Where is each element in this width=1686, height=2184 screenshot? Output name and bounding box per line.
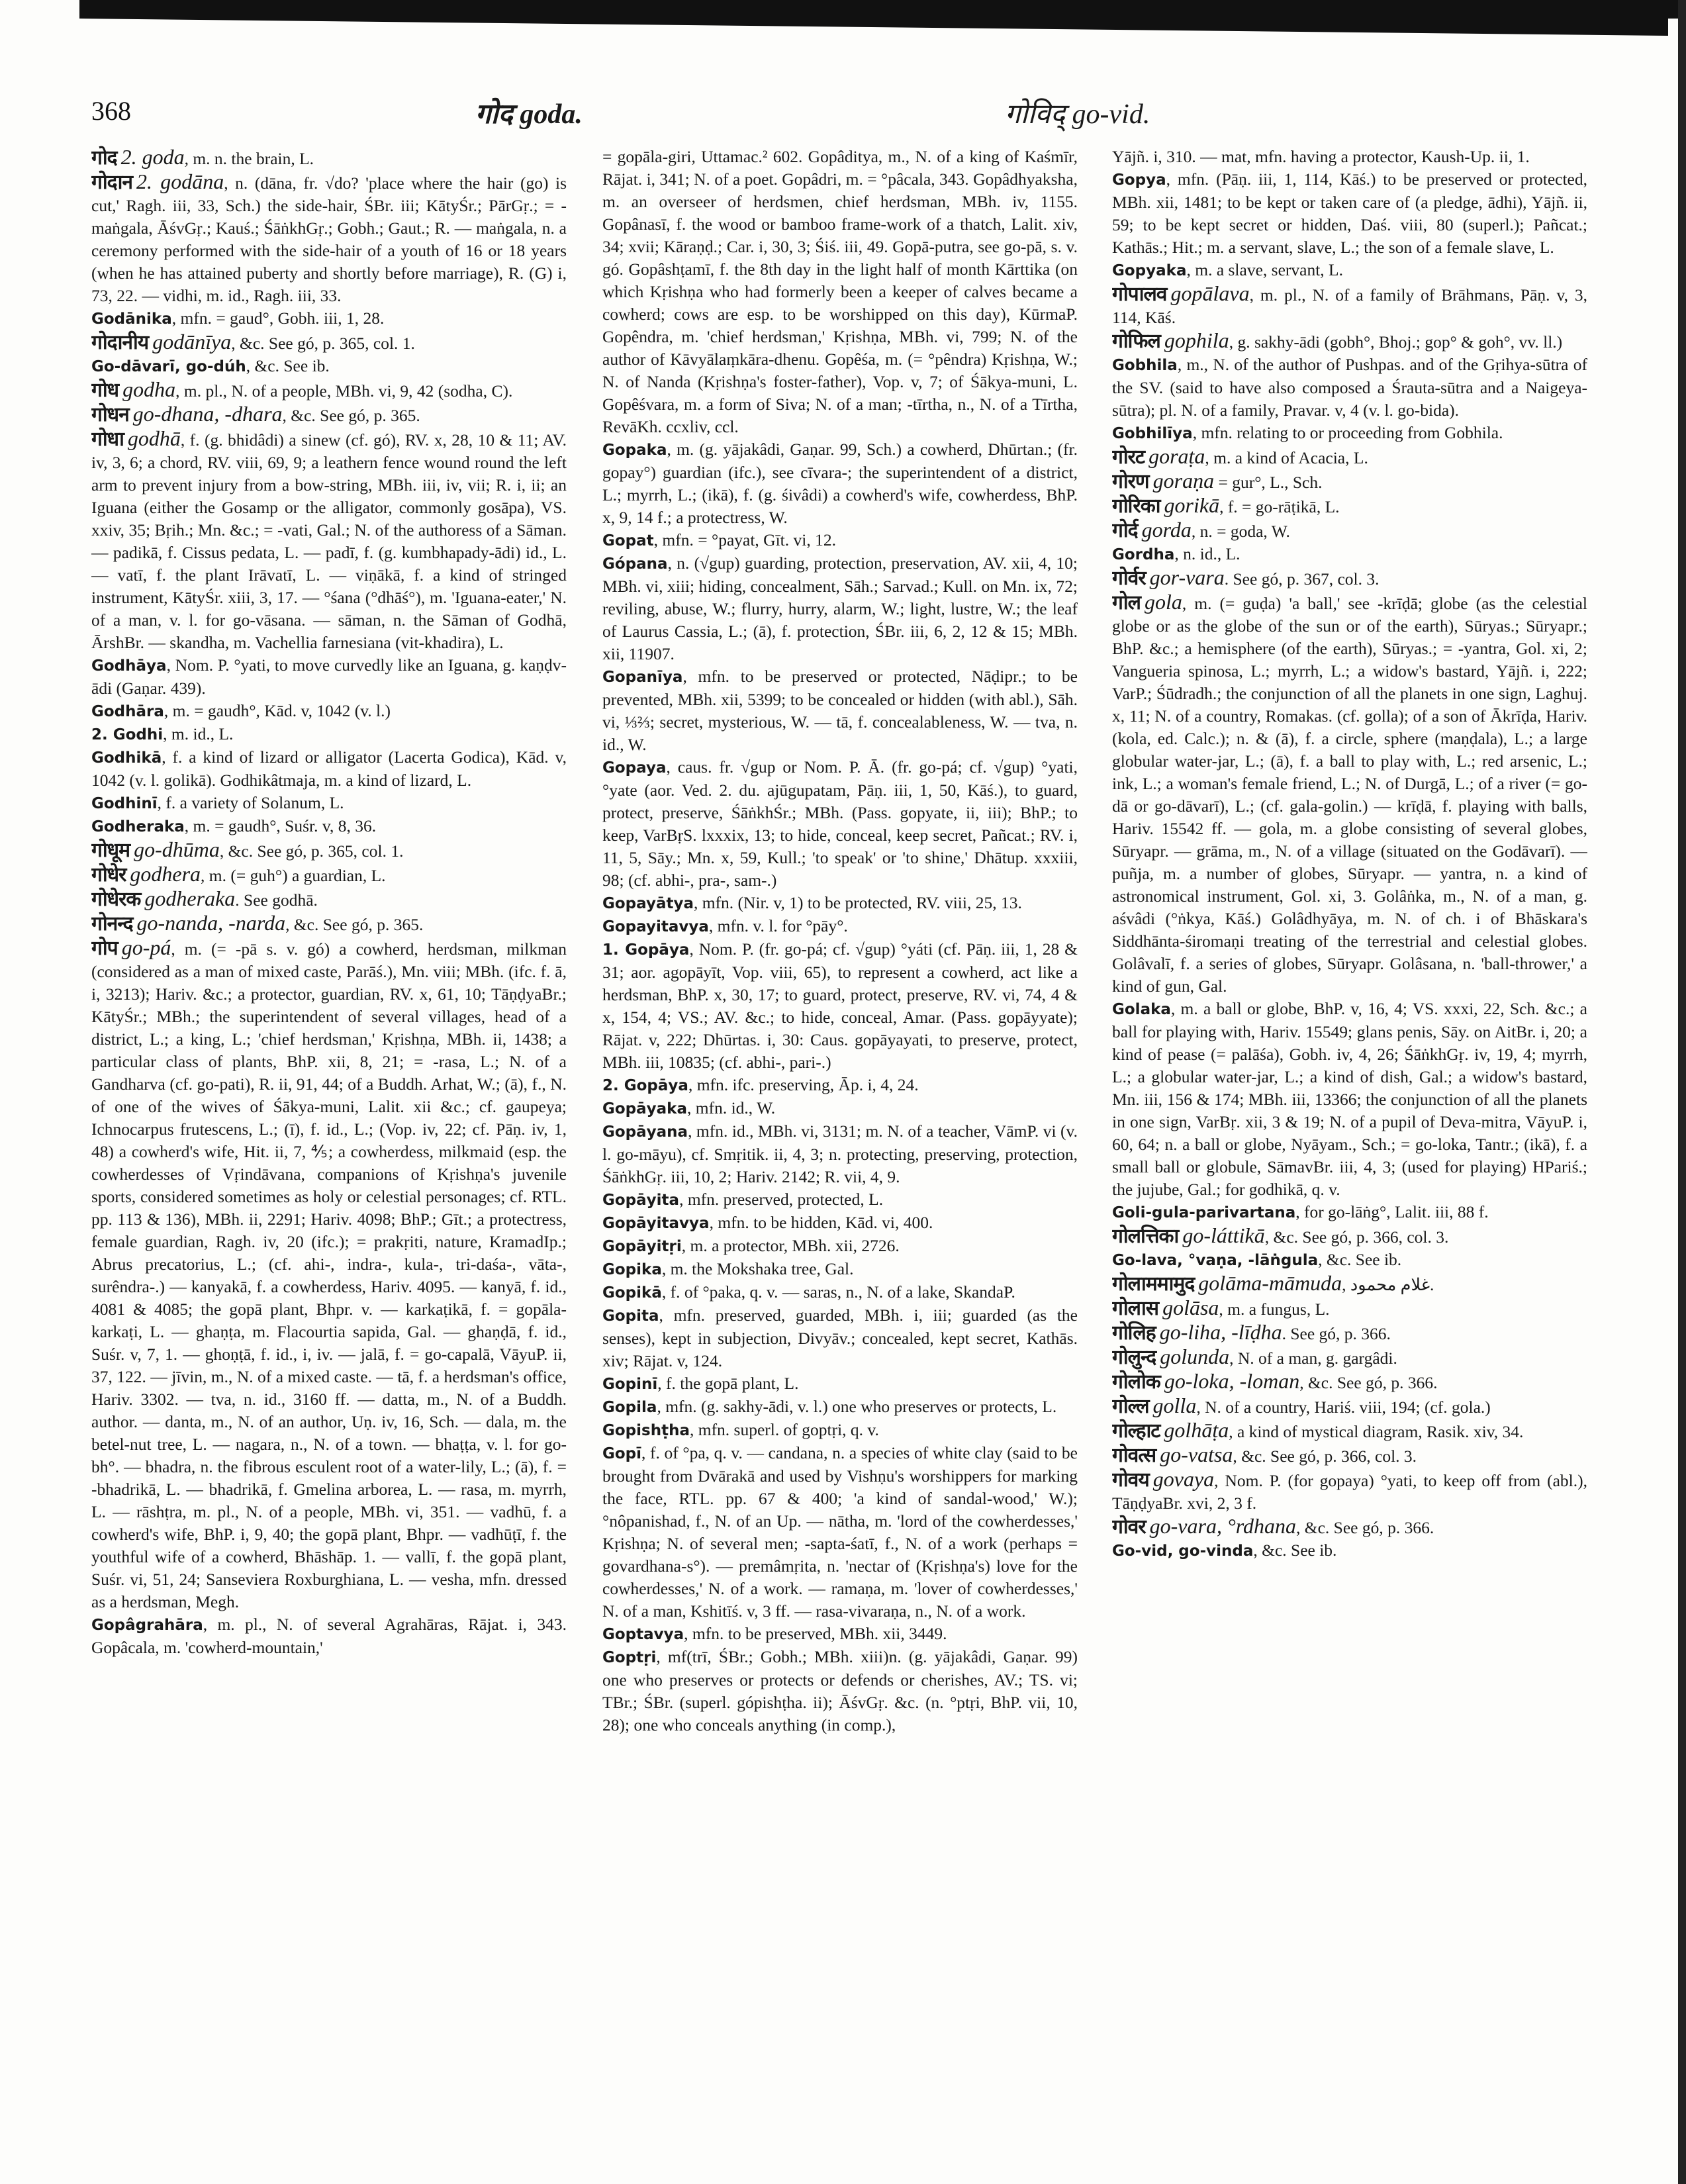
dictionary-entry xyxy=(91,936,567,1613)
dictionary-entry xyxy=(91,378,567,403)
bold-headword: Goptavya xyxy=(602,1626,684,1643)
entry-definition: , a kind of mystical diagram, Rasik. xiv, 34. xyxy=(1229,1422,1524,1441)
page-header xyxy=(91,93,1587,139)
bold-headword: Gopanīya xyxy=(602,669,683,686)
transliterated-headword: go-vara, °rdhana xyxy=(1149,1514,1296,1538)
entry-definition: , &c. See ib. xyxy=(1253,1541,1337,1560)
entry-definition: , m. = gaudh°, Suśr. v, 8, 36. xyxy=(184,816,377,835)
entry-definition: , &c. See gó, p. 366, col. 3. xyxy=(1233,1447,1417,1466)
transliterated-headword: godhā xyxy=(127,426,181,450)
bold-headword: Goli-gula-parivartana xyxy=(1112,1204,1296,1221)
devanagari-headword: गोफिल xyxy=(1112,330,1160,353)
dictionary-entry xyxy=(1112,329,1587,354)
dictionary-entry xyxy=(602,1074,1078,1097)
devanagari-headword: गोप xyxy=(91,937,118,960)
dictionary-entry xyxy=(1112,146,1587,168)
entry-definition: , Nom. P. (for gopaya) °yati, to keep off from (abl.), TāṇḍyaBr. xvi, 2, 3 f. xyxy=(1112,1471,1587,1513)
entry-definition: , m. the Mokshaka tree, Gal. xyxy=(661,1259,854,1278)
dictionary-entry xyxy=(602,146,1078,438)
dictionary-entry xyxy=(1112,1394,1587,1419)
entry-definition: , n. (√gup) guarding, protection, preservation, AV. xii, 4, 10; MBh. vi, xiii; hiding, concealment, Sāh.; Sarvad.; Kull. on Mn. ix, 72; reviling, abuse, W.; flurry, hurry, alarm, W.; light, lustre, W.; the leaf of Laurus Cassia, L.; (ā), f. protection, ŚBr. iii, 6, 2, 12 & 15; MBh. xii, 11907. xyxy=(602,553,1078,663)
entry-definition: , m. = gaudh°, Kād. v, 1042 (v. l.) xyxy=(164,701,391,720)
dictionary-entry xyxy=(602,1120,1078,1188)
devanagari-headword: गोरिका xyxy=(1112,495,1160,518)
dictionary-entry xyxy=(1112,1539,1587,1562)
entry-definition: = gur°, L., Sch. xyxy=(1214,473,1323,492)
dictionary-entry xyxy=(1112,445,1587,469)
transliterated-headword: gopālava xyxy=(1170,281,1250,305)
dictionary-entry xyxy=(602,892,1078,915)
entry-definition: , mfn. preserved, protected, L. xyxy=(679,1190,884,1209)
entry-definition: , m. pl., N. of a people, MBh. vi, 9, 42 (sodha, C). xyxy=(175,381,513,401)
dictionary-entry xyxy=(1112,1201,1587,1224)
dictionary-entry xyxy=(1112,282,1587,329)
text-columns xyxy=(91,146,1587,2158)
entry-definition: , m. n. the brain, L. xyxy=(184,149,314,168)
entry-definition: , Nom. P. (fr. go-pá; cf. √gup) °yáti (cf. Pāṇ. iii, 1, 28 & 31; aor. agopāyīt, Vop. viii, 65), to represent a cowherd, act like a herdsman, BhP. x, 30, 17; to guard, protect, preserve, RV. vi, 74, 4 & x, 154, 4; VS.; AV. &c.; to hide, conceal, Amar. (Pass. gopāyyate); Rājat. v, 222; Dhūrtas. i, 30: Caus. gopāyayati, to preserve, protect, MBh. iii, 10835; (cf. abhi-, pari-.) xyxy=(602,939,1078,1072)
dictionary-entry xyxy=(91,887,567,912)
transliterated-headword: godhera xyxy=(130,862,201,886)
dictionary-entry xyxy=(1112,1296,1587,1321)
entry-definition: , m. a kind of Acacia, L. xyxy=(1205,448,1368,467)
dictionary-entry xyxy=(1112,259,1587,282)
bold-headword: Gopinī xyxy=(602,1376,658,1393)
entry-definition: , &c. See ib. xyxy=(1318,1250,1402,1269)
dictionary-entry xyxy=(1112,168,1587,259)
dictionary-entry xyxy=(602,1211,1078,1235)
dictionary-entry xyxy=(1112,1370,1587,1394)
dictionary-entry xyxy=(1112,1321,1587,1345)
transliterated-headword: golāsa xyxy=(1162,1296,1219,1319)
dictionary-entry xyxy=(602,1646,1078,1736)
devanagari-headword: गोवय xyxy=(1112,1468,1149,1492)
dictionary-entry xyxy=(602,665,1078,756)
entry-definition: , m. a slave, servant, L. xyxy=(1186,260,1343,279)
dictionary-entry xyxy=(602,552,1078,665)
dictionary-entry xyxy=(1112,1443,1587,1468)
devanagari-headword: गोलाममामुद xyxy=(1112,1272,1195,1296)
devanagari-headword: गोल xyxy=(1112,591,1141,614)
entry-definition: , m. (= guḍa) 'a ball,' see -krīḍā; globe (as the celestial globe or as the globe of the sun or of the earth), Sūryas.; Sūryapr.; BhP. &c.; a hemisphere (of the earth), Sūryas.; = -yantra, Gol. xi, 2; Vangueria spinosa, L.; myrrh, L.; a widow's bastard, Yājñ. i, 222; VarP.; Śūdradh.; the conjunction of all the planets in one sign, Laghuj. x, 11; N. of a country, Romakas. (cf. golla); of a son of Ākrīḍa, Hariv. (kola, ed. Calc.); n. & (ā), f. a circle, sphere (maṇḍala), L.; a large globular water-jar, L.; (ā), f. a ball to play with, L.; red arsenic, L.; ink, L.; a woman's female friend, L.; N. of Durgā, L.; of a river (= go-dā or go-dāvarī), L.; (cf. gala-golin.) — krīḍā, f. playing with balls, Hariv. 15542 ff. — gola, m. a globe consisting of several globes, Sūryapr. — grāma, m., N. of a village (situated on the Godāvarī). — puñja, m. a number of globes, Sūryapr. — yantra, n. a kind of astronomical instrument, Gol. xi, 3. Golâṅka, m., N. of a man, g. aśvâdi (°ṅkya, Kāś.) Golâdhyāya, m. N. of ch. i of Bhāskara's Siddhānta-śiromaṇi treating of the terrestrial and celestial globes. Golâvalī, f. a series of globes, Sūryapr. Golâsana, n. 'ball-thrower,' a kind of gun, Gal. xyxy=(1112,594,1587,996)
page-number: 368 xyxy=(91,96,131,126)
dictionary-entry xyxy=(1112,422,1587,445)
column-3 xyxy=(1112,146,1587,2158)
transliterated-headword: gorikā xyxy=(1164,493,1220,517)
transliterated-headword: gorda xyxy=(1141,518,1192,542)
dictionary-entry xyxy=(602,1396,1078,1419)
entry-definition: , n. (dāna, fr. √do? 'place where the hair (go) is cut,' Ragh. iii, 33, Sch.) the side-hair, ŚBr. iii; KātyŚr.; PārGṛ.; = -maṅgala, ĀśvGṛ.; Kauś.; ŚāṅkhGṛ.; Gobh.; Gaut.; R. — maṅgala, n. a ceremony performed with the side-hair of a youth of 16 or 18 years (when he has attained puberty and shortly before marriage), R. (G) i, 73, 22. — vidhi, m. id., Ragh. iii, 33. xyxy=(91,173,567,305)
devanagari-headword: गोल्ल xyxy=(1112,1395,1149,1418)
entry-definition: , f. = go-rāṭikā, L. xyxy=(1219,497,1340,516)
bold-headword: Gopayitavya xyxy=(602,918,709,935)
dictionary-entry xyxy=(602,756,1078,892)
devanagari-headword: गोनन्द xyxy=(91,912,133,935)
transliterated-headword: godha xyxy=(122,377,176,401)
devanagari-headword: गोधा xyxy=(91,428,124,451)
dictionary-entry xyxy=(602,1235,1078,1258)
dictionary-entry xyxy=(1112,354,1587,422)
dictionary-entry xyxy=(602,1623,1078,1646)
bold-headword: Gobhilīya xyxy=(1112,425,1193,442)
transliterated-headword: go-pá xyxy=(121,935,171,959)
transliterated-headword: gor-vara xyxy=(1149,565,1225,589)
bold-headword: Godānika xyxy=(91,310,172,328)
dictionary-entry xyxy=(1112,1515,1587,1539)
entry-definition: , &c. See gó, p. 366. xyxy=(1299,1373,1438,1392)
devanagari-headword: गोल्हाट xyxy=(1112,1419,1160,1443)
devanagari-headword: गोर्द xyxy=(1112,519,1138,542)
dictionary-entry xyxy=(91,146,567,170)
bold-headword: Gopaya xyxy=(602,759,667,777)
bold-headword: Gopya xyxy=(1112,171,1166,189)
bold-headword: Go-vid, go-vinda xyxy=(1112,1543,1254,1560)
entry-definition: , mfn. (Pāṇ. iii, 1, 114, Kāś.) to be preserved or protected, MBh. xii, 1481; to be kept or taken care of (a pledge, ādhi), Yājñ. ii, 59; to be kept secret or hidden, Daś. viii, 80 (superl.); Pañcat.; Kathās.; Hit.; m. a servant, slave, L.; the son of a female slave, L. xyxy=(1112,169,1587,257)
devanagari-headword: गोद xyxy=(91,146,117,169)
bold-headword: Gopāyana xyxy=(602,1123,688,1141)
devanagari-headword: गोवत्स xyxy=(1112,1444,1156,1467)
bold-headword: Goptṛi xyxy=(602,1649,657,1666)
dictionary-entry xyxy=(91,746,567,792)
devanagari-headword: गोलुन्द xyxy=(1112,1346,1156,1369)
devanagari-headword: गोधूम xyxy=(91,839,130,862)
entry-definition: , &c. See gó, p. 365. xyxy=(285,915,424,934)
entry-definition: , mfn. v. l. for °pāy°. xyxy=(708,916,848,935)
transliterated-headword: golāma-māmuda xyxy=(1198,1271,1342,1295)
entry-definition: , m. a fungus, L. xyxy=(1219,1300,1330,1319)
entry-definition: , غلام محمود. xyxy=(1342,1275,1434,1294)
bold-headword: 1. Gopāya xyxy=(602,941,690,959)
dictionary-entry xyxy=(602,1372,1078,1396)
transliterated-headword: golla xyxy=(1152,1394,1197,1417)
devanagari-headword: गोधन xyxy=(91,403,129,426)
entry-definition: , m. pl., N. of a family of Brāhmans, Pāṇ. v, 3, 114, Kāś. xyxy=(1112,285,1587,327)
bold-headword: Godhinī xyxy=(91,795,158,812)
entry-definition: , &c. See gó, p. 365. xyxy=(282,406,420,425)
bold-headword: Gobhila xyxy=(1112,357,1178,374)
dictionary-entry xyxy=(602,1258,1078,1281)
bold-headword: Gopâgrahāra xyxy=(91,1617,203,1634)
entry-definition: , f. of °pa, q. v. — candana, n. a species of white clay (said to be brought from Dvārakā and used by Vishṇu's worshippers for marking the face, RTL. pp. 67 & 400; 'a kind of sandal-wood,' W.); °nôpanishad, f., N. of an Up. — nātha, m. 'lord of the cowherdesses,' Kṛishṇa; N. of several men; -sapta-śatī, f., N. of a work (perhaps = govardhana-s°). — premâmṛita, n. 'nectar of (Kṛishṇa's) love for the cowherdesses,' N. of a work. — ramaṇa, m. 'lover of cowherdesses,' N. of a man, Kshitīś. v, 3 ff. — rasa-vivaraṇa, n., N. of a work. xyxy=(602,1443,1078,1621)
dictionary-entry xyxy=(602,438,1078,529)
dictionary-entry xyxy=(602,1281,1078,1304)
devanagari-headword: गोध xyxy=(91,379,119,402)
entry-definition: , m. (= -pā s. v. gó) a cowherd, herdsman, milkman (considered as a man of mixed caste, Parāś.), Mn. viii; MBh. (ifc. f. ā, i, 3213); Hariv. &c.; a protector, guardian, RV. x, 61, 10; TāṇḍyaBr.; KātyŚr.; MBh.; the superintendent of several villages, head of a district, L.; a king, L.; 'chief herdsman,' Kṛishṇa, MBh. ii, 1438; a particular class of plants, BhP. xii, 8, 21; = -rasa, L.; N. of a Gandharva (cf. go-pati), R. ii, 91, 44; of a Buddh. Arhat, W.; (ā), f., N. of one of the wives of Śākya-muni, Lalit. xii &c.; cf. gaupeya; Ichnocarpus frutescens, L.; (ī), f. id., L.; (Vop. iv, 22; cf. Pāṇ. iv, 1, 48) a cowherd's wife, Hit. ii, 7, ⅘; a cowherdess, milkmaid (esp. the cowherdesses of Vṛindāvana, companions of Kṛishṇa's juvenile sports, considered sometimes as holy or celestial personages; cf. RTL. pp. 113 & 136), MBh. ii, 2291; Hariv. 4098; BhP.; Gīt.; a protectress, female guardian, Ragh. iv, 20 (ifc.); = prakṛiti, nature, KramadIp.; Abrus precatorius, L.; (cf. ahi-, indra-, kula-, tri-daśa-, vāta-, surêndra-.) — kanyakā, f. a cowherdess, Hariv. 4095. — kanyā, f. id., 4081 & 4085; the gopā plant, Bhpr. v. — karkaṭikā, f. = gopāla-karkaṭi, L. — ghaṇṭa, m. Flacourtia sapida, Gal. — ghaṇḍā, f. id., Suśr. v, 7, 1. — ghoṇṭā, f. id., i, iv. — jalā, f. = go-capalā, VāyuP. ii, 37, 122. — jīvin, m., N. of a mixed caste. — tā, f. a herdsman's office, Hariv. 3302. — tva, n. id., 3160 ff. — datta, m., N. of a Buddh. author. — danta, m., N. of an author, Uṇ. iv, 16, Sch. — dala, m. the betel-nut tree, L. — nagara, n., N. of a town. — bhaṭṭa, v. l. for go-bh°. — bhadra, n. the fibrous esculent root of a water-lily, L.; (ā), f. = -bhadrikā, L. — bhadrikā, f. Gmelina arborea, L. — rasa, m. myrrh, L. — rāshṭra, m. pl., N. of a people, MBh. vi, 351. — vadhū, f. a cowherd's wife, BhP. i, 9, 40; the gopā plant, Bhpr. — vadhūṭī, f. the youthful wife of a cowherd, Bhāshāp. 1. — vallī, f. the gopā plant, Suśr. vi, 51, 24; Sanseviera Roxburghiana, L. — vesha, mfn. dressed as a herdsman, Megh. xyxy=(91,939,567,1611)
dictionary-entry xyxy=(91,654,567,700)
bold-headword: Gopāyaka xyxy=(602,1100,687,1117)
entry-definition: , m. pl., N. of several Agrahāras, Rājat. i, 343. Gopâcala, m. 'cowherd-mountain,' xyxy=(91,1615,567,1657)
devanagari-headword: गोरट xyxy=(1112,446,1145,469)
entry-definition: , caus. fr. √gup or Nom. P. Ā. (fr. go-pá; cf. √gup) °yati, °yate (aor. Ved. 2. du. ajūgupatam, Pāṇ. iii, 1, 50, Kāś.), to guard, protect, preserve, ŚāṅkhŚr.; MBh. (Pass. gopyate, ii, iii); BhP.; to keep, VarBṛS. lxxxix, 13; to hide, conceal, keep secret, Pañcat.; RV. i, 11, 5, Sāy.; Mn. x, 59, Kull.; 'to speak' or 'to shine,' Dhātup. xxxiii, 98; (cf. abhi-, pra-, sam-.) xyxy=(602,757,1078,890)
dictionary-entry xyxy=(1112,566,1587,591)
entry-definition: , &c. See gó, p. 366, col. 3. xyxy=(1264,1227,1449,1247)
entry-definition: , mfn. = gaud°, Gobh. iii, 1, 28. xyxy=(171,309,385,328)
bold-headword: 2. Gopāya xyxy=(602,1077,688,1094)
dictionary-entry xyxy=(91,355,567,378)
bold-headword: Gopaka xyxy=(602,442,667,459)
transliterated-headword: 2. goda xyxy=(120,146,185,169)
transliterated-headword: govaya xyxy=(1152,1467,1215,1491)
entry-definition: , &c. See gó, p. 365, col. 1. xyxy=(219,841,404,861)
entry-definition: , mfn. superl. of goptṛi, q. v. xyxy=(689,1420,879,1439)
transliterated-headword: go-láttikā xyxy=(1182,1223,1265,1247)
dictionary-entry xyxy=(602,1097,1078,1120)
dictionary-entry xyxy=(1112,469,1587,494)
devanagari-headword: गोपालव xyxy=(1112,283,1167,306)
dictionary-entry xyxy=(602,915,1078,938)
dictionary-entry xyxy=(91,427,567,654)
transliterated-headword: goraṭa xyxy=(1148,444,1205,468)
entry-definition: , f. the gopā plant, L. xyxy=(657,1374,799,1393)
bold-headword: Golaka xyxy=(1112,1001,1171,1018)
entry-definition: , mfn. to be preserved or protected, Nāḍipr.; to be prevented, MBh. xii, 5399; to be concealed or hidden (with abl.), Sāh. vi, ⅓⅔; secret, mysterious, W. — tā, f. concealableness, W. — tva, n. id., W. xyxy=(602,667,1078,754)
transliterated-headword: 2. godāna xyxy=(136,169,224,193)
devanagari-headword: गोरण xyxy=(1112,470,1149,493)
running-head-left: गोद goda. xyxy=(475,99,583,130)
devanagari-headword: गोलत्तिका xyxy=(1112,1225,1179,1248)
dictionary-entry xyxy=(1112,591,1587,998)
bold-headword: Gopāyitavya xyxy=(602,1215,710,1232)
devanagari-headword: गोधेरक xyxy=(91,888,141,911)
transliterated-headword: golunda xyxy=(1160,1345,1230,1368)
devanagari-headword: गोलोक xyxy=(1112,1370,1160,1394)
devanagari-headword: गोदानीय xyxy=(91,331,149,354)
entry-definition: , mfn. ifc. preserving, Āp. i, 4, 24. xyxy=(688,1075,919,1094)
entry-definition: , m. id., L. xyxy=(163,724,234,743)
entry-definition: , m. (g. yājakâdi, Gaṇar. 99, Sch.) a cowherd, Dhūrtan.; (fr. gopay°) guardian (ifc.), see cīvara-; the superintendent of a district, L.; myrrh, L.; (ikā), f. (g. śivâdi) a cowherd's wife, cowherdess, BhP. x, 9, 14 f.; a protectress, W. xyxy=(602,440,1078,527)
bold-headword: Gopāyita xyxy=(602,1192,680,1209)
devanagari-headword: गोलिह xyxy=(1112,1321,1156,1345)
dictionary-entry xyxy=(602,1304,1078,1372)
dictionary-entry xyxy=(91,403,567,427)
dictionary-entry xyxy=(91,723,567,746)
dictionary-entry xyxy=(91,863,567,887)
entry-definition: = gopāla-giri, Uttamac.² 602. Gopâditya, m., N. of a king of Kaśmīr, Rājat. i, 341; N. of a poet. Gopâdri, m. = °pâcala, 343. Gopâdhyaksha, m. an overseer of herdsmen, chief herdsman, MBh. iv, 1155. Gopânasī, f. the wood or bamboo frame-work of a thatch, Lalit. xiv, 34; xvii; Kāraṇḍ.; Car. i, 30, 3; Śiś. iii, 49. Gopā-putra, see go-pā, s. v. gó. Gopâshṭamī, f. the 8th day in the light half of month Kārttika (on which Kṛishṇa who had formerly been a keeper of calves became a cowherd; cows are esp. to be worshipped on this day), KūrmaP. Gopêndra, m. 'chief herdsman,' Kṛishṇa, MBh. vi, 799; N. of the author of Kāvyālaṃkāra-dhenu. Gopêśa, m. (= °pêndra) Kṛishṇa, W.; N. of Nanda (Kṛishṇa's foster-father), Vop. v, 7; of Śākya-muni, L. Gopêśvara, m. a form of Siva; N. of a man; -tīrtha, n., N. of a Tīrtha, RevāKh. ccxliv, ccl. xyxy=(602,147,1078,436)
entry-definition: , &c. See ib. xyxy=(246,356,330,375)
dictionary-entry xyxy=(1112,1468,1587,1515)
transliterated-headword: goraṇa xyxy=(1152,469,1215,493)
entry-definition: , m. a ball or globe, BhP. v, 16, 4; VS. xxxi, 22, Sch. &c.; a ball for playing with, Hariv. 15549; glans penis, Sāy. on AitBr. i, 20; a kind of pease (= palāśa), Gobh. iv, 4, 26; ŚāṅkhGṛ. iv, 19, 4; myrrh, L.; a globular water-jar, L.; a kind of dish, Gal.; a widow's bastard, Mn. iii, 156 & 174; MBh. iii, 13366; the conjunction of all the planets in one sign, VarBṛ. xii, 3 & 19; N. of a pupil of Deva-mitra, VāyuP. i, 60, 64; n. a ball or globe, Nyāyam., Sch.; = go-loka, Tantr.; (ikā), f. a small ball or globule, SāmavBr. iii, 4, 3; (used for playing) HPariś.; the jujube, Gal.; for godhikā, q. v. xyxy=(1112,999,1587,1199)
entry-definition: , mfn. relating to or proceeding from Gobhila. xyxy=(1192,423,1503,442)
dictionary-entry xyxy=(1112,1345,1587,1370)
bold-headword: Godhāra xyxy=(91,703,164,720)
entry-definition: . See godhā. xyxy=(235,890,318,910)
scan-top-edge-shadow xyxy=(79,19,1668,36)
dictionary-entry xyxy=(91,838,567,863)
transliterated-headword: godheraka xyxy=(144,886,236,910)
transliterated-headword: godānīya xyxy=(152,330,232,354)
transliterated-headword: gophila xyxy=(1164,328,1229,352)
dictionary-entry xyxy=(1112,998,1587,1201)
entry-definition: , &c. See gó, p. 365, col. 1. xyxy=(231,334,415,353)
transliterated-headword: go-dhana, -dhara xyxy=(132,402,283,426)
running-head-right: गोविद् go-vid. xyxy=(1005,99,1150,130)
dictionary-entry xyxy=(91,792,567,815)
entry-definition: , mfn. preserved, guarded, MBh. i, iii; guarded (as the senses), kept in subjection, Divyāv.; concealed, kept secret, Kathās. xiv; Rājat. v, 124. xyxy=(602,1306,1078,1370)
devanagari-headword: गोदान xyxy=(91,171,133,194)
column-1 xyxy=(91,146,567,2158)
bold-headword: Gopika xyxy=(602,1261,662,1278)
dictionary-entry xyxy=(1112,1249,1587,1272)
bold-headword: Gópana xyxy=(602,555,668,573)
entry-definition: , m. a protector, MBh. xii, 2726. xyxy=(681,1236,900,1255)
devanagari-headword: गोवर xyxy=(1112,1515,1146,1539)
entry-definition: , m. (= guh°) a guardian, L. xyxy=(201,866,386,885)
devanagari-headword: गोर्वर xyxy=(1112,567,1146,590)
dictionary-entry xyxy=(91,700,567,723)
entry-definition: , for go-lāṅg°, Lalit. iii, 88 f. xyxy=(1295,1202,1489,1221)
transliterated-headword: golhāṭa xyxy=(1164,1418,1229,1442)
entry-definition: , f. a kind of lizard or alligator (Lacerta Godica), Kād. v, 1042 (v. l. golikā). Godhikâtmaja, m. a kind of lizard, L. xyxy=(91,747,567,790)
entry-definition: , mfn. (g. sakhy-ādi, v. l.) one who preserves or protects, L. xyxy=(657,1397,1057,1416)
transliterated-headword: gola xyxy=(1145,590,1182,614)
bold-headword: Gopat xyxy=(602,532,654,549)
bold-headword: Godheraka xyxy=(91,818,185,835)
dictionary-entry xyxy=(91,1613,567,1659)
entry-definition: , m., N. of the author of Pushpas. and of the Gṛihya-sūtra of the SV. (said to have also composed a Śrauta-sūtra and a Naigeya-sūtra); pl. N. of a family, Pravar. v, 4 (v. l. go-bida). xyxy=(1112,355,1587,420)
entry-definition: , mfn. id., W. xyxy=(687,1098,776,1117)
dictionary-entry xyxy=(91,307,567,330)
column-2 xyxy=(602,146,1078,2158)
dictionary-entry xyxy=(602,938,1078,1074)
bold-headword: Godhikā xyxy=(91,749,162,767)
bold-headword: Gopila xyxy=(602,1399,657,1416)
entry-definition: . See gó, p. 367, col. 3. xyxy=(1224,569,1380,589)
entry-definition: , &c. See gó, p. 366. xyxy=(1296,1518,1434,1537)
scan-right-edge xyxy=(1678,0,1686,2184)
entry-definition: , mf(trī, ŚBr.; Gobh.; MBh. xiii)n. (g. yājakâdi, Gaṇar. 99) one who preserves or protects or defends or cherishes, AV.; TS. vi; TBr.; ŚBr. (superl. gópishṭha. ii); ĀśvGṛ. &c. (n. °ptṛi, BhP. vii, 10, 28); one who conceals anything (in comp.), xyxy=(602,1647,1078,1734)
devanagari-headword: गोधेर xyxy=(91,863,126,886)
transliterated-headword: go-nanda, -narda xyxy=(136,911,286,935)
transliterated-headword: go-liha, -līḍha xyxy=(1159,1320,1282,1344)
entry-definition: , n. id., L. xyxy=(1174,544,1241,563)
dictionary-entry xyxy=(602,1419,1078,1442)
devanagari-headword: गोलास xyxy=(1112,1297,1159,1320)
dictionary-entry xyxy=(1112,518,1587,543)
entry-definition: Yājñ. i, 310. — mat, mfn. having a protector, Kaush-Up. ii, 1. xyxy=(1112,147,1530,166)
entry-definition: , f. of °paka, q. v. — saras, n., N. of a lake, SkandaP. xyxy=(661,1282,1015,1302)
entry-definition: , N. of a man, g. gargâdi. xyxy=(1229,1349,1397,1368)
entry-definition: , Nom. P. °yati, to move curvedly like an Iguana, g. kaṇḍv-ādi (Gaṇar. 439). xyxy=(91,655,567,698)
entry-definition: , mfn. to be hidden, Kād. vi, 400. xyxy=(709,1213,933,1232)
dictionary-entry xyxy=(91,912,567,936)
bold-headword: Gopita xyxy=(602,1307,659,1325)
bold-headword: Gopayātya xyxy=(602,895,694,912)
transliterated-headword: go-dhūma xyxy=(134,837,220,861)
bold-headword: Gopishṭha xyxy=(602,1422,690,1439)
dictionary-entry xyxy=(1112,1224,1587,1249)
transliterated-headword: go-loka, -loman xyxy=(1164,1369,1300,1393)
entry-definition: , g. sakhy-ādi (gobh°, Bhoj.; gop° & goh°, vv. ll.) xyxy=(1229,332,1563,352)
dictionary-entry xyxy=(91,330,567,355)
bold-headword: Go-dāvarī, go-dúh xyxy=(91,358,246,375)
entry-definition: , f. (g. bhidâdi) a sinew (cf. gó), RV. x, 28, 10 & 11; AV. iv, 3, 6; a chord, RV. viii, 69, 9; a leathern fence wound round the left arm to prevent injury from a bow-string, MBh. iii, iv, vii; R. i, ii; an Iguana (either the Gosamp or the alligator, commonly gosāpa), VS. xxiv, 35; Bṛih.; Mn. &c.; = -vati, Gal.; N. of the authoress of a Sāman. — padikā, f. Cissus pedata, L. — padī, f. (g. kumbhapady-ādi) id., L. — vatī, f. the plant Irāvatī, L. — viṇākā, f. a kind of stringed instrument, KātyŚr. xiii, 3, 17. — °śana (°dhāś°), m. 'Iguana-eater,' N. of a man, v. l. for go-vāsana. — sāman, n. the Sāman of Godhā, ĀrshBr. — skandha, m. Vachellia farnesiana (vit-khadira), L. xyxy=(91,430,567,652)
bold-headword: 2. Godhi xyxy=(91,726,164,743)
entry-definition: , mfn. (Nir. v, 1) to be protected, RV. viii, 25, 13. xyxy=(693,893,1022,912)
entry-definition: , mfn. = °payat, Gīt. vi, 12. xyxy=(653,530,836,549)
dictionary-entry xyxy=(602,529,1078,552)
entry-definition: , f. a variety of Solanum, L. xyxy=(157,793,344,812)
dictionary-entry xyxy=(602,1442,1078,1623)
dictionary-entry xyxy=(602,1188,1078,1211)
dictionary-entry xyxy=(1112,1272,1587,1296)
entry-definition: . See gó, p. 366. xyxy=(1282,1324,1391,1343)
entry-definition: , mfn. to be preserved, MBh. xii, 3449. xyxy=(684,1624,947,1643)
bold-headword: Godhāya xyxy=(91,657,167,675)
dictionary-entry xyxy=(1112,494,1587,518)
transliterated-headword: go-vatsa xyxy=(1160,1443,1233,1466)
dictionary-entry xyxy=(1112,543,1587,566)
bold-headword: Gopikā xyxy=(602,1284,662,1302)
entry-definition: , N. of a country, Hariś. viii, 194; (cf. gola.) xyxy=(1196,1398,1491,1417)
dictionary-entry xyxy=(1112,1419,1587,1443)
dictionary-entry xyxy=(91,170,567,307)
entry-definition: , n. = goda, W. xyxy=(1191,522,1290,541)
bold-headword: Gopyaka xyxy=(1112,262,1187,279)
dictionary-entry xyxy=(91,815,567,838)
scan-top-edge xyxy=(79,0,1686,19)
bold-headword: Gopī xyxy=(602,1445,642,1462)
bold-headword: Gopāyitṛi xyxy=(602,1238,682,1255)
entry-definition: , mfn. id., MBh. vi, 3131; m. N. of a teacher, VāmP. vi (v. l. go-māyu), cf. Smṛitik. ii, 4, 3; n. protecting, preserving, protection, ŚāṅkhGṛ. iii, 10, 2; Hariv. 2142; R. vii, 4, 9. xyxy=(602,1121,1078,1186)
bold-headword: Gordha xyxy=(1112,546,1175,563)
bold-headword: Go-lava, °vaṇa, -lāṅgula xyxy=(1112,1252,1319,1269)
